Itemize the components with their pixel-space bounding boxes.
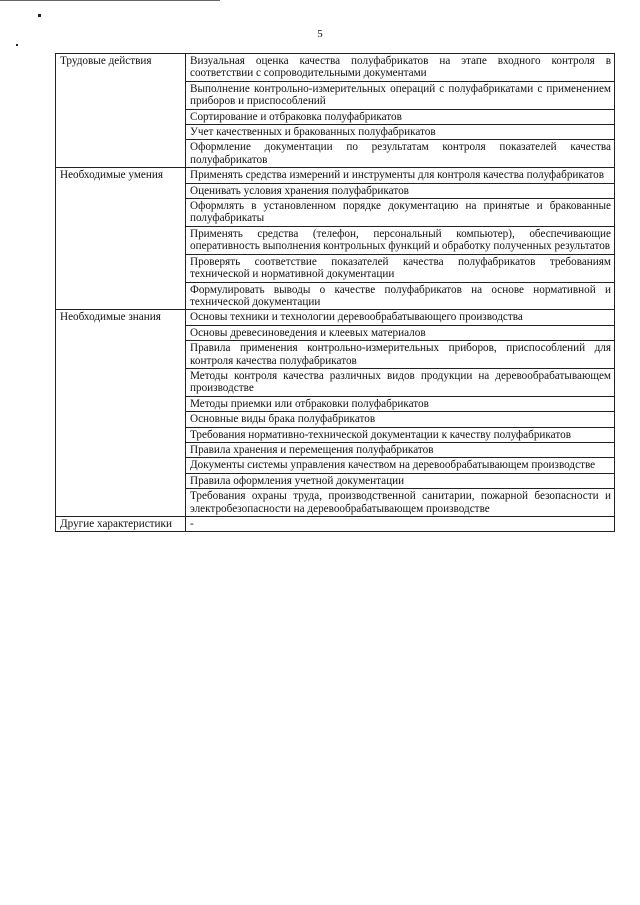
requirement-cell: Визуальная оценка качества полуфабрикатов на этапе входного контроля в соответствии с сопроводительными документами: [186, 54, 615, 82]
qualification-table: [55, 53, 615, 532]
requirement-cell: Требования нормативно-технической документации к качеству полуфабрикатов: [186, 427, 615, 442]
requirement-cell: Сортирование и отбраковка полуфабрикатов: [186, 109, 615, 124]
requirement-cell: Основы древесиноведения и клеевых материалов: [186, 325, 615, 340]
section-header-cell: Другие характеристики: [56, 517, 186, 532]
requirement-cell: Правила применения контрольно-измерительных приборов, приспособлений для контроля качества полуфабрикатов: [186, 341, 615, 369]
section-header-cell: Трудовые действия: [56, 54, 186, 168]
requirement-cell: Выполнение контрольно-измерительных операций с полуфабрикатами с применением приборов и приспособлений: [186, 81, 615, 109]
requirement-cell: Основные виды брака полуфабрикатов: [186, 412, 615, 427]
requirement-cell: Правила хранения и перемещения полуфабрикатов: [186, 442, 615, 457]
table-row: [56, 310, 615, 325]
page-number: 5: [317, 28, 323, 40]
section-header-cell: Необходимые знания: [56, 310, 186, 517]
requirement-cell: Оформлять в установленном порядке документацию на принятые и бракованные полуфабрикаты: [186, 199, 615, 227]
table-row: [56, 168, 615, 183]
requirement-cell: Требования охраны труда, производственной санитарии, пожарной безопасности и электробезопасности на деревообрабатывающем производстве: [186, 489, 615, 517]
requirement-cell: Проверять соответствие показателей качества полуфабрикатов требованиям технической и нормативной документации: [186, 254, 615, 282]
requirement-cell: Применять средства (телефон, персональный компьютер), обеспечивающие оперативность выполнения контрольных функций и обработку полученных результатов: [186, 226, 615, 254]
requirement-cell: Правила оформления учетной документации: [186, 473, 615, 488]
requirement-cell: Оценивать условия хранения полуфабрикатов: [186, 183, 615, 198]
requirement-cell: Методы приемки или отбраковки полуфабрикатов: [186, 396, 615, 411]
table-row: [56, 54, 615, 82]
requirement-cell: Документы системы управления качеством на деревообрабатывающем производстве: [186, 458, 615, 473]
section-header-cell: Необходимые умения: [56, 168, 186, 310]
table-row: [56, 517, 615, 532]
requirement-cell: Оформление документации по результатам контроля показателей качества полуфабрикатов: [186, 140, 615, 168]
requirement-cell: Формулировать выводы о качестве полуфабрикатов на основе нормативной и технической документации: [186, 282, 615, 310]
scan-speck: [38, 14, 41, 17]
requirement-cell: Применять средства измерений и инструменты для контроля качества полуфабрикатов: [186, 168, 615, 183]
requirement-cell: Учет качественных и бракованных полуфабрикатов: [186, 125, 615, 140]
requirement-cell: Методы контроля качества различных видов продукции на деревообрабатывающем производстве: [186, 368, 615, 396]
requirement-cell: Основы техники и технологии деревообрабатывающего производства: [186, 310, 615, 325]
requirement-cell: -: [186, 517, 615, 532]
scan-top-edge-line: [0, 0, 220, 1]
scan-speck: [16, 44, 18, 46]
